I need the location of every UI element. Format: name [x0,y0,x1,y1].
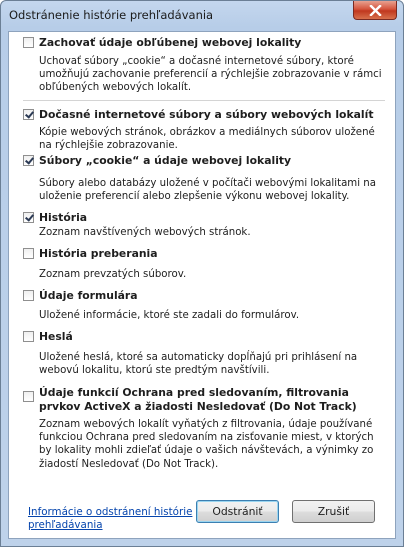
checkbox-download-history[interactable] [23,248,34,259]
checkbox-form-data[interactable] [23,290,34,301]
option-description: Súbory alebo databázy uložené v počítači webovými lokalitami na uloženie preferencií alebo zlepšenie výkonu webovej lokality. [39,178,376,203]
delete-button[interactable]: Odstrániť [196,500,279,523]
close-icon [369,5,382,16]
option-description: Kópie webových stránok, obrázkov a mediálnych súborov uložené na rýchlejšie zobrazovanie. [39,127,375,152]
option-label: Dočasné internetové súbory a súbory webových lokalít [39,108,374,121]
option-description: Uložené heslá, ktoré sa automaticky dopĺňajú pri prihlásení na webovú lokalitu, ktorú ste predtým navštívili. [39,352,358,377]
option-description: Zoznam navštívených webových stránok. [39,227,251,238]
option-label: Údaje funkcií Ochrana pred sledovaním, filtrovania prvkov ActiveX a žiadosti Nesledovať (Do Not Track) [39,386,357,413]
option-description: Zoznam webových lokalít vyňatých z filtrovania, údaje používané funkciou Ochrana pred sledovaním na zisťovanie miest, v ktorých by lokality mohli zdieľať údaje o vašich návštevách, a výnimky zo žiadostí Nesledovať (Do Not Track). [39,419,374,470]
option-description: Uchovať súbory „cookie“ a dočasné internetové súbory, ktoré umožňujú zachovanie preferencií a rýchlejšie zobrazovanie v rámci obľúbených webových lokalít. [39,56,382,94]
option-label: Súbory „cookie“ a údaje webovej lokality [39,154,292,167]
option-label: Údaje formulára [39,289,138,302]
delete-history-info-link[interactable]: Informácie o odstránení histórie prehľadávania [28,506,193,531]
checkbox-history[interactable] [23,212,34,223]
close-button[interactable] [353,1,397,20]
checkbox-preserve-favorites[interactable] [23,37,34,48]
checkbox-temporary-files[interactable] [23,109,34,120]
checkbox-passwords[interactable] [23,331,34,342]
checkbox-tracking-protection[interactable] [23,391,34,402]
option-label: História preberania [39,247,158,260]
option-description: Zoznam prevzatých súborov. [39,269,187,280]
cancel-button[interactable]: Zrušiť [292,500,375,523]
title-bar[interactable] [1,1,403,31]
window-title: Odstránenie histórie prehľadávania [9,8,214,22]
separator [23,100,385,101]
option-label: Heslá [39,330,73,343]
option-label: Zachovať údaje obľúbenej webovej lokality [39,36,302,49]
option-label: História [39,211,88,224]
option-description: Uložené informácie, ktoré ste zadali do formulárov. [39,310,300,321]
dialog-content [8,31,396,539]
checkbox-cookies[interactable] [23,155,34,166]
